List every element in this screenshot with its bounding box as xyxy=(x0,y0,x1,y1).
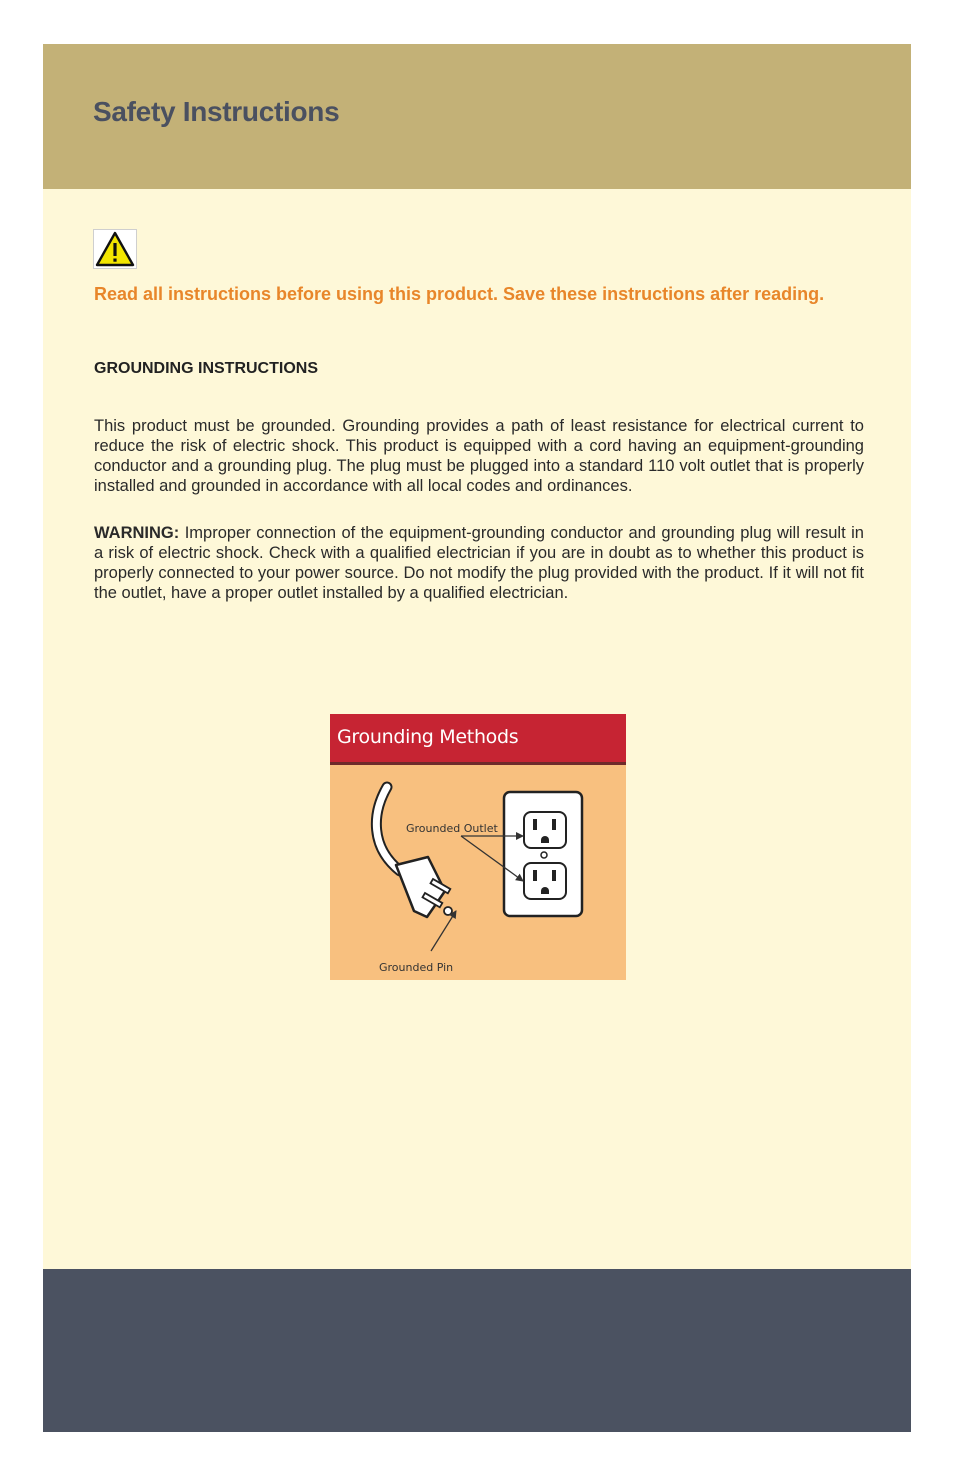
page-title: Safety Instructions xyxy=(93,96,340,127)
grounded-pin-label: Grounded Pin xyxy=(379,961,454,974)
grounding-diagram xyxy=(330,765,626,980)
grounded-outlet-label: Grounded Outlet xyxy=(406,822,498,835)
grounded-outlet-icon xyxy=(504,792,582,916)
warning-text: Improper connection of the equipment-grounding conductor and grounding plug will result in a risk of electric shock. Check with a qualified electrician if you are in doubt as to whether this product is properly connected to your power source. Do not modify the plug provided with the product. If it will not fit the outlet, have a proper outlet installed by a qualified electrician. xyxy=(94,524,864,602)
figure-title: Grounding Methods xyxy=(337,726,519,748)
warning-icon xyxy=(93,229,137,269)
warning-paragraph xyxy=(94,523,864,603)
plug-cord-icon xyxy=(376,787,452,917)
footer-band xyxy=(43,1269,911,1432)
pin-arrow xyxy=(431,911,456,951)
grounding-paragraph: This product must be grounded. Grounding provides a path of least resistance for electrical current to reduce the risk of electric shock. This product is equipped with a cord having an equipment-grounding conductor and a grounding plug. The plug must be plugged into a standard 110 volt outlet that is properly installed and grounded in accordance with all local codes and ordinances. xyxy=(94,417,864,495)
figure-header xyxy=(330,714,626,765)
warning-label: WARNING: xyxy=(94,524,180,542)
content-panel xyxy=(43,189,911,1269)
intro-text: Read all instructions before using this product. Save these instructions after reading. xyxy=(94,284,825,304)
header-band xyxy=(43,44,911,189)
section-heading: GROUNDING INSTRUCTIONS xyxy=(94,360,318,377)
grounding-methods-figure xyxy=(330,714,626,980)
